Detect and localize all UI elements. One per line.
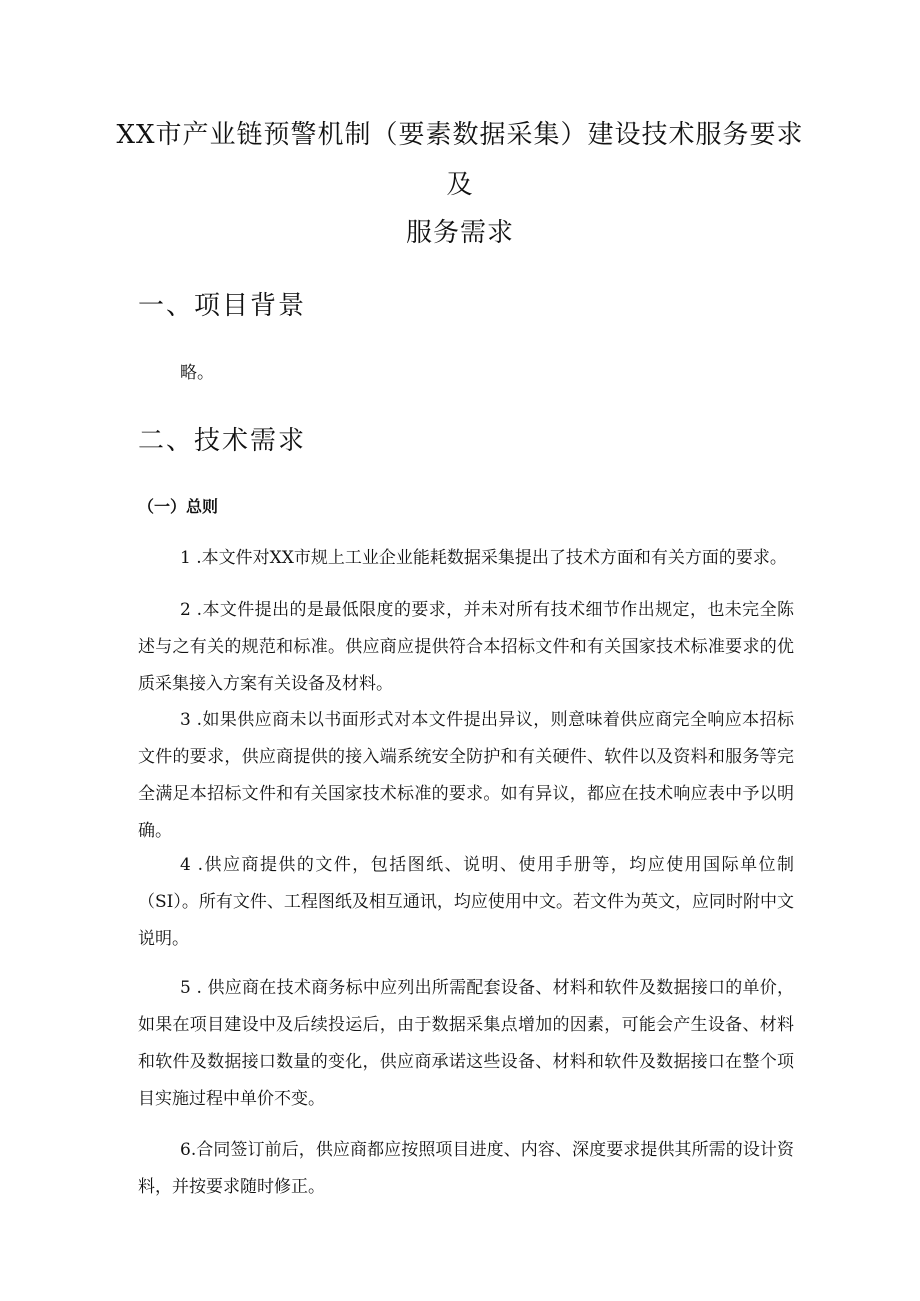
document-title-line2: 及: [446, 170, 474, 200]
paragraph-2: 2 .本文件提出的是最低限度的要求，并未对所有技术细节作出规定，也未完全陈述与之有关的规范和标准。供应商应提供符合本招标文件和有关国家技术标准要求的优质采集接入方案有关设备及材料。: [138, 600, 794, 694]
section1-content: 略。: [180, 363, 214, 383]
paragraph-5: 5 . 供应商在技术商务标中应列出所需配套设备、材料和软件及数据接口的单价，如果在项目建设中及后续投运后，由于数据采集点增加的因素，可能会产生设备、材料和软件及数据接口数量的变化，供应商承诺这些设备、材料和软件及数据接口在整个项目实施过程中单价不变。: [138, 978, 794, 1109]
paragraph-6: 6.合同签订前后，供应商都应按照项目进度、内容、深度要求提供其所需的设计资料，并按要求随时修正。: [138, 1140, 794, 1197]
document-title-line1: XX市产业链预警机制（要素数据采集）建设技术服务要求: [116, 120, 804, 150]
paragraph-3: 3 .如果供应商未以书面形式对本文件提出异议，则意味着供应商完全响应本招标文件的要求，供应商提供的接入端系统安全防护和有关硬件、软件以及资料和服务等完全满足本招标文件和有关国家技术标准的要求。如有异议，都应在技术响应表中予以明确。: [138, 710, 794, 841]
paragraph-4: 4 .供应商提供的文件，包括图纸、说明、使用手册等，均应使用国际单位制（SI）。所有文件、工程图纸及相互通讯，均应使用中文。若文件为英文，应同时附中文说明。: [138, 855, 794, 949]
subsection-heading: （一）总则: [138, 497, 219, 516]
document-title-line3: 服务需求: [405, 218, 514, 248]
paragraph-1: 1 .本文件对XX市规上工业企业能耗数据采集提出了技术方面和有关方面的要求。: [180, 548, 787, 568]
section2-heading: 二、技术需求: [138, 426, 307, 456]
section1-heading: 一、项目背景: [138, 291, 307, 321]
